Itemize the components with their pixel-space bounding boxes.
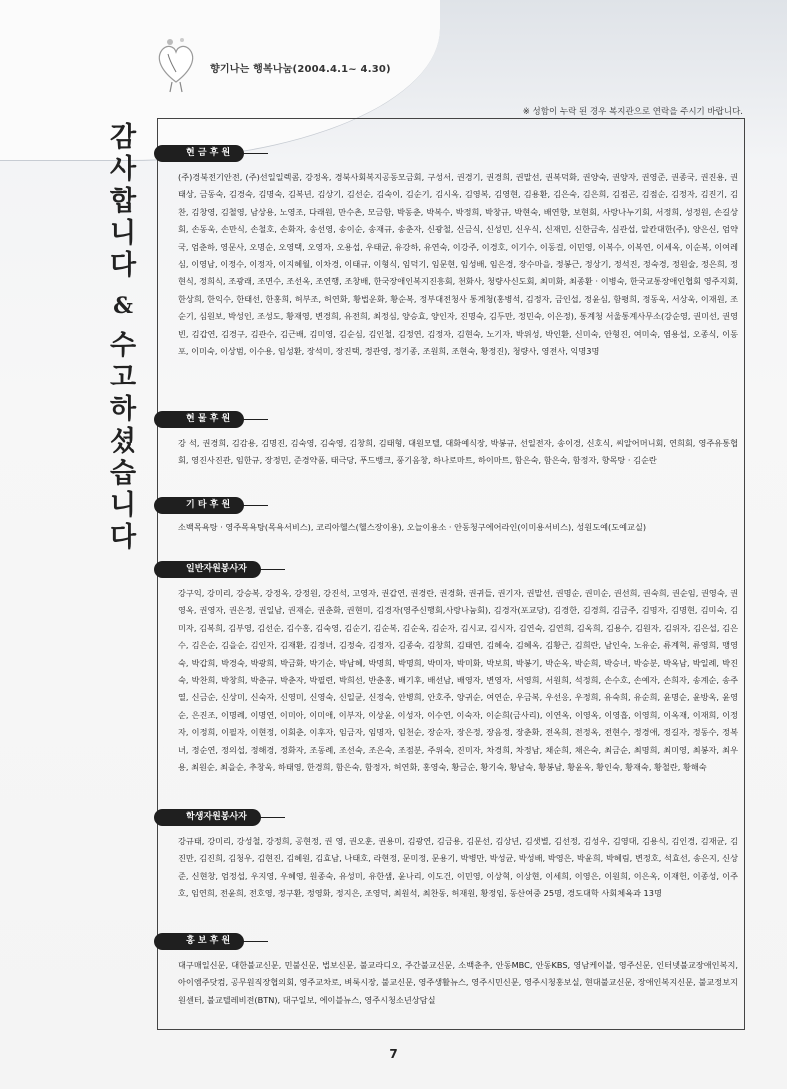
vertical-title-char: 니: [109, 218, 137, 249]
vertical-title-char: 셨: [109, 426, 137, 457]
vertical-thanks-title: [106, 122, 140, 554]
section-body-promotion: 대구매일신문, 대한불교신문, 민불신문, 법보신문, 불교라디오, 주간불교신문, 소백춘추, 안동MBC, 안동KBS, 영남케이블, 영주신문, 인터넷불교장애인복지, 아이엠주닷컴, 공무원직장협의회, 영주교차로, 벼룩시장, 불교신문, 영주생활뉴스, 영주시민신문, 영주시청홍보실, 현대불교신문, 장애인복지신문, 불교정보지원센터, 불교텔레비전(BTN), 대구일보, 에이블뉴스, 영주시청소년상담실: [178, 960, 738, 1005]
section-label-general-volunteers: 일반자원봉사자: [154, 561, 261, 578]
heart-logo-icon: [150, 32, 202, 94]
vertical-title-char: 감: [109, 122, 137, 153]
page-header-title: 향기나는 행복나눔(2004.4.1~ 4.30): [210, 64, 391, 75]
section-body-general-volunteers: 강구익, 강미리, 강승복, 강정옥, 강정원, 강진석, 고영자, 권갑연, 권경란, 권경화, 권귀들, 권기자, 권말선, 권명순, 권미순, 권선희, 권숙희, 권순임, 권영숙, 권영옥, 권영자, 권은정, 권일남, 권재순, 권춘화, 권현미, 김경자(영주신행회,사랑나눔회), 김경자(포교당), 김경한, 김경희, 김금주, 김명자, 김명현, 김미숙, 김미자, 김복희, 김부영, 김선순, 김수홍, 김숙영, 김순기, 김순복, 김순옥, 김순자, 김시교, 김시자, 김연숙, 김연희, 김옥희, 김용수, 김원자, 김위자, 김은섭, 김은수, 김은순, 김을순, 김인자, 김재환, 김정녀, 김정숙, 김정자, 김종숙, 김창희, 김태연, 김혜숙, 김혜옥, 김황근, 김희란, 남인숙, 노유순, 류계혁, 류영희, 맹영숙, 박갑희, 박경숙, 박광희, 박금화, 박기순, 박남혜, 박명희, 박명희, 박미자, 박미화, 박보희, 박봉기, 박순옥, 박순희, 박승녀, 박승분, 박옥남, 박일례, 박진숙, 박찬희, 박창희, 박춘규, 박춘자, 박필련, 박희선, 반춘홍, 배기후, 배선남, 배영자, 변영자, 서영희, 서원희, 석정희, 손수호, 손예자, 손희자, 송계순, 송주열, 신금순, 신상미, 신숙자, 신영미, 신영숙, 신일균, 신정숙, 안병희, 안호주, 양귀순, 여연순, 우금복, 우선응, 우정희, 유숙희, 유순희, 윤명순, 윤방옥, 윤영순, 은진조, 이명례, 이명연, 이미아, 이미애, 이부자, 이상윤, 이성자, 이수연, 이숙자, 이순희(금사리), 이연옥, 이영옥, 이영흡, 이영희, 이옥재, 이재희, 이정자, 이정희, 이필자, 이현정, 이회춘, 이후자, 임금자, 임명자, 임천순, 장순자, 장은정, 장음정, 장춘화, 전옥희, 전정옥, 전현수, 정경애, 정길자, 정동수, 정복녀, 정순연, 정의섭, 정해경, 정화자, 조동례, 조선숙, 조은숙, 조점분, 주위숙, 진미자, 차경희, 차정남, 채순희, 채은숙, 최금순, 최명희, 최미영, 최봉자, 최우용, 최원순, 최을순, 추창욱, 하태영, 한경희, 함은숙, 함정자, 허연화, 홍영숙, 황금순, 황기숙, 황남숙, 황봉남, 황윤옥, 황인숙, 황재숙, 황철란, 황해숙: [178, 588, 738, 773]
missing-name-notice: ※ 성함이 누락 된 경우 복지관으로 연락을 주시기 바랍니다.: [522, 107, 743, 117]
page-number: 7: [389, 1047, 398, 1061]
vertical-title-char: 합: [109, 186, 137, 217]
vertical-title-char: 수: [109, 330, 137, 361]
vertical-title-char: 습: [109, 458, 137, 489]
vertical-title-char: 사: [109, 154, 137, 185]
vertical-title-char: &: [113, 293, 133, 319]
donor-list-box: [157, 118, 745, 1030]
section-label-student-volunteers: 학생자원봉사자: [154, 809, 261, 826]
vertical-title-char: 니: [109, 490, 137, 521]
section-body-other: 소백목욕탕 · 영주목욕탕(목욕서비스), 코리아헬스(헬스장이용), 오늘이용소 · 안동청구에어라인(이미용서비스), 성원도예(도예교실): [178, 522, 647, 532]
vertical-title-char: 다: [109, 250, 137, 281]
section-label-other: 기 타 후 원: [154, 497, 244, 514]
section-label-goods: 현 물 후 원: [154, 411, 244, 428]
vertical-title-char: 다: [109, 522, 137, 553]
section-body-goods: 강 석, 권경희, 김감용, 김명진, 김숙영, 김숙영, 김창희, 김태형, 대원모텔, 대화예식장, 박봉규, 선일전자, 송이경, 신호식, 씨알어머니회, 연희회, 영주유통협회, 영진사진관, 임한규, 장정민, 준경약품, 태극당, 푸드뱅크, 풍기음창, 하나로마트, 하이마트, 함은숙, 함은숙, 함정자, 향목탕 · 김순란: [178, 438, 738, 466]
section-body-student-volunteers: 강규태, 강미리, 강성철, 강정희, 공현정, 권 영, 권오훈, 권용미, 김광연, 김금용, 김문선, 김상년, 김샛별, 김선정, 김성우, 김영대, 김용식, 김인경, 김재균, 김진만, 김진희, 김청우, 김현진, 김혜원, 김효남, 나태호, 라현정, 문미정, 문용기, 박병만, 박성균, 박성배, 박영은, 박윤희, 박혜림, 변정호, 석효선, 송은지, 신상준, 신현창, 엄정섭, 우지영, 우혜영, 원종숙, 유성미, 유한샘, 윤나리, 이도건, 이민영, 이상혁, 이상현, 이세희, 이영은, 이원희, 이은옥, 이재헌, 이종성, 이주호, 임연희, 전윤희, 전호영, 정구환, 정영화, 정지은, 조영덕, 최원석, 최찬동, 허재원, 황정임, 동산여중 25명, 경도대학 사회체육과 13명: [178, 836, 738, 899]
vertical-title-char: 하: [109, 394, 137, 425]
vertical-title-char: 고: [109, 362, 137, 393]
section-body-cash: (주)경북전기안전, (주)선일일렉콤, 강정옥, 경북사회복지공동모금회, 구성서, 권경기, 권경희, 권말선, 권복덕화, 권양숙, 권양자, 권영준, 권종국, 권진용, 권태상, 금동숙, 김경숙, 김명숙, 김복년, 김상기, 김선순, 김숙이, 김순기, 김시옥, 김영복, 김영현, 김용환, 김은숙, 김은희, 김점곤, 김점순, 김정자, 김진기, 김찬, 김창영, 김철영, 남상용, 노영조, 다래원, 만수촌, 모금함, 박동춘, 박복수, 박정희, 박창규, 박현숙, 배연향, 보현회, 사랑나누기회, 서정희, 성정원, 손길상회, 손동욱, 손만식, 손철호, 손화자, 송선영, 송이순, 송재규, 송춘자, 신광철, 신금식, 신성민, 신우식, 신재민, 신한금속, 심관섭, 알칸대한(주), 양은신, 엄약국, 엄춘하, 영문사, 오명순, 오영택, 오영자, 오용섭, 우태균, 유강하, 유연숙, 이강주, 이경호, 이기수, 이동걸, 이민영, 이복수, 이복연, 이세옥, 이순복, 이여레심, 이영남, 이정수, 이정자, 이지혜월, 이차경, 이태규, 이형식, 임덕기, 임문현, 임성배, 임은경, 장수마을, 정봉근, 정상기, 정석진, 정숙경, 정원술, 정은희, 정현식, 정희식, 조광래, 조면수, 조선옥, 조연행, 조창배, 한국장애인복지진흥회, 천화사, 청량사신도회, 최미화, 최종환 · 이병숙, 한국교통장애인협회 영주지회, 한상희, 한익수, 한태선, 한홍희, 허부조, 허연화, 황법운화, 황순복, 정부대전청사 통계청(홍병석, 김정자, 금인섭, 정윤심, 함평희, 정동욱, 서상욱, 이재원, 조순기, 심원보, 박성인, 조성도, 황재영, 변경희, 유전희, 최정심, 양승효, 양인자, 진명숙, 김두만, 정민숙, 이은정), 통계청 서울통계사무소(강순영, 권미선, 권영빈, 김갑연, 김경구, 김관수, 김근배, 김미영, 김순심, 김인철, 김정연, 김정자, 김현숙, 노기자, 박위성, 박인환, 신미숙, 안형진, 여미숙, 염용섭, 오종식, 이동포, 이미숙, 이상범, 이수용, 임성환, 장석미, 장진택, 정관영, 정기종, 조원희, 조현숙, 황정진), 청량사, 영전사, 익명3명: [178, 172, 738, 357]
section-label-cash: 현 금 후 원: [154, 145, 244, 162]
section-label-promotion: 홍 보 후 원: [154, 933, 244, 950]
